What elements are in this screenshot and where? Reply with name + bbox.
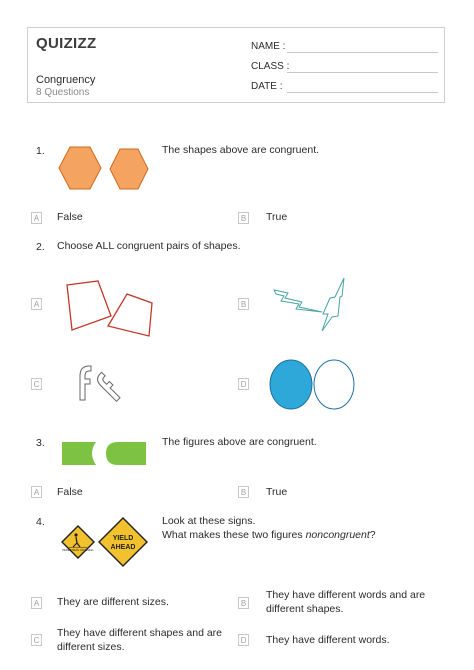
question-4-option-b-text-line2: different shapes. bbox=[266, 603, 344, 615]
question-4-text-line2-start: What makes these two figures bbox=[162, 529, 306, 541]
question-4-option-d-text: They have different words. bbox=[266, 634, 390, 646]
green-rounded-right-shape bbox=[106, 442, 146, 465]
name-label: NAME : bbox=[251, 41, 286, 52]
question-1-figure bbox=[58, 146, 153, 194]
question-4-option-d-box[interactable]: D bbox=[238, 634, 249, 646]
question-4-number: 4. bbox=[36, 516, 45, 528]
pedestrian-sign-label: PEDESTRIAN CROSSING bbox=[62, 549, 94, 552]
oval-pair-figure bbox=[268, 359, 358, 411]
quizizz-logo: QUIZIZZ bbox=[36, 35, 97, 52]
worksheet-title: Congruency bbox=[36, 74, 96, 86]
quadrilateral-pair-figure bbox=[64, 278, 156, 336]
pedestrian-sign bbox=[61, 525, 95, 559]
date-label: DATE : bbox=[251, 81, 283, 92]
question-1-option-b-text: True bbox=[266, 211, 288, 223]
letter-f-upright-shape bbox=[80, 366, 91, 400]
date-field[interactable] bbox=[287, 92, 438, 93]
quadrilateral-right-shape bbox=[108, 294, 152, 336]
yield-ahead-sign bbox=[98, 517, 148, 567]
question-4-option-c-text-line2: different sizes. bbox=[57, 641, 125, 653]
class-field[interactable] bbox=[287, 72, 438, 73]
oval-filled-shape bbox=[270, 360, 312, 409]
question-3-option-b-text: True bbox=[266, 486, 288, 498]
question-4-text-line2-end: ? bbox=[369, 529, 376, 541]
question-2-option-c-box[interactable]: C bbox=[31, 378, 42, 390]
question-4-option-b-box[interactable]: B bbox=[238, 597, 249, 609]
lightning-right-shape bbox=[322, 278, 344, 331]
question-4-option-c-text-line1: They have different shapes and are bbox=[57, 627, 223, 639]
question-1-number: 1. bbox=[36, 145, 45, 157]
worksheet-subtitle: 8 Questions bbox=[36, 87, 90, 98]
question-3-text: The figures above are congruent. bbox=[162, 436, 317, 448]
question-4-text-line2 bbox=[162, 529, 376, 542]
question-3-number: 3. bbox=[36, 437, 45, 449]
yield-ahead-sign-line1: YIELD bbox=[112, 535, 134, 542]
question-2-text: Choose ALL congruent pairs of shapes. bbox=[57, 240, 241, 252]
oval-outline-shape bbox=[314, 360, 354, 409]
name-field[interactable] bbox=[287, 52, 438, 53]
quadrilateral-left-shape bbox=[67, 281, 111, 330]
green-rounded-left-shape bbox=[62, 442, 96, 465]
question-4-option-a-box[interactable]: A bbox=[31, 597, 42, 609]
question-4-option-b-text-line1: They have different words and are bbox=[266, 589, 426, 601]
question-4-text-line1: Look at these signs. bbox=[162, 515, 256, 527]
question-1-text: The shapes above are congruent. bbox=[162, 144, 320, 156]
question-1-option-a-box[interactable]: A bbox=[31, 212, 42, 224]
lightning-pair-figure bbox=[272, 276, 356, 334]
letter-f-pair-figure bbox=[74, 364, 130, 406]
question-3-option-b-box[interactable]: B bbox=[238, 486, 249, 498]
class-label: CLASS : bbox=[251, 61, 290, 72]
hexagon-right-shape bbox=[110, 149, 148, 189]
question-2-number: 2. bbox=[36, 241, 45, 253]
hexagon-left-shape bbox=[59, 147, 101, 189]
yield-ahead-sign-line2: AHEAD bbox=[110, 544, 136, 551]
question-3-option-a-box[interactable]: A bbox=[31, 486, 42, 498]
question-2-option-d-box[interactable]: D bbox=[238, 378, 249, 390]
question-3-option-a-text: False bbox=[57, 486, 83, 498]
question-3-figure bbox=[60, 440, 150, 470]
question-1-option-b-box[interactable]: B bbox=[238, 212, 249, 224]
question-4-text-noncongruent: noncongruent bbox=[305, 529, 370, 541]
question-4-signs-figure bbox=[58, 516, 150, 568]
letter-f-rotated-shape bbox=[95, 372, 124, 401]
question-4-option-c-box[interactable]: C bbox=[31, 634, 42, 646]
question-2-option-b-box[interactable]: B bbox=[238, 298, 249, 310]
lightning-left-shape bbox=[274, 290, 322, 312]
question-1-option-a-text: False bbox=[57, 211, 83, 223]
question-4-option-a-text: They are different sizes. bbox=[57, 596, 169, 608]
question-2-option-a-box[interactable]: A bbox=[31, 298, 42, 310]
